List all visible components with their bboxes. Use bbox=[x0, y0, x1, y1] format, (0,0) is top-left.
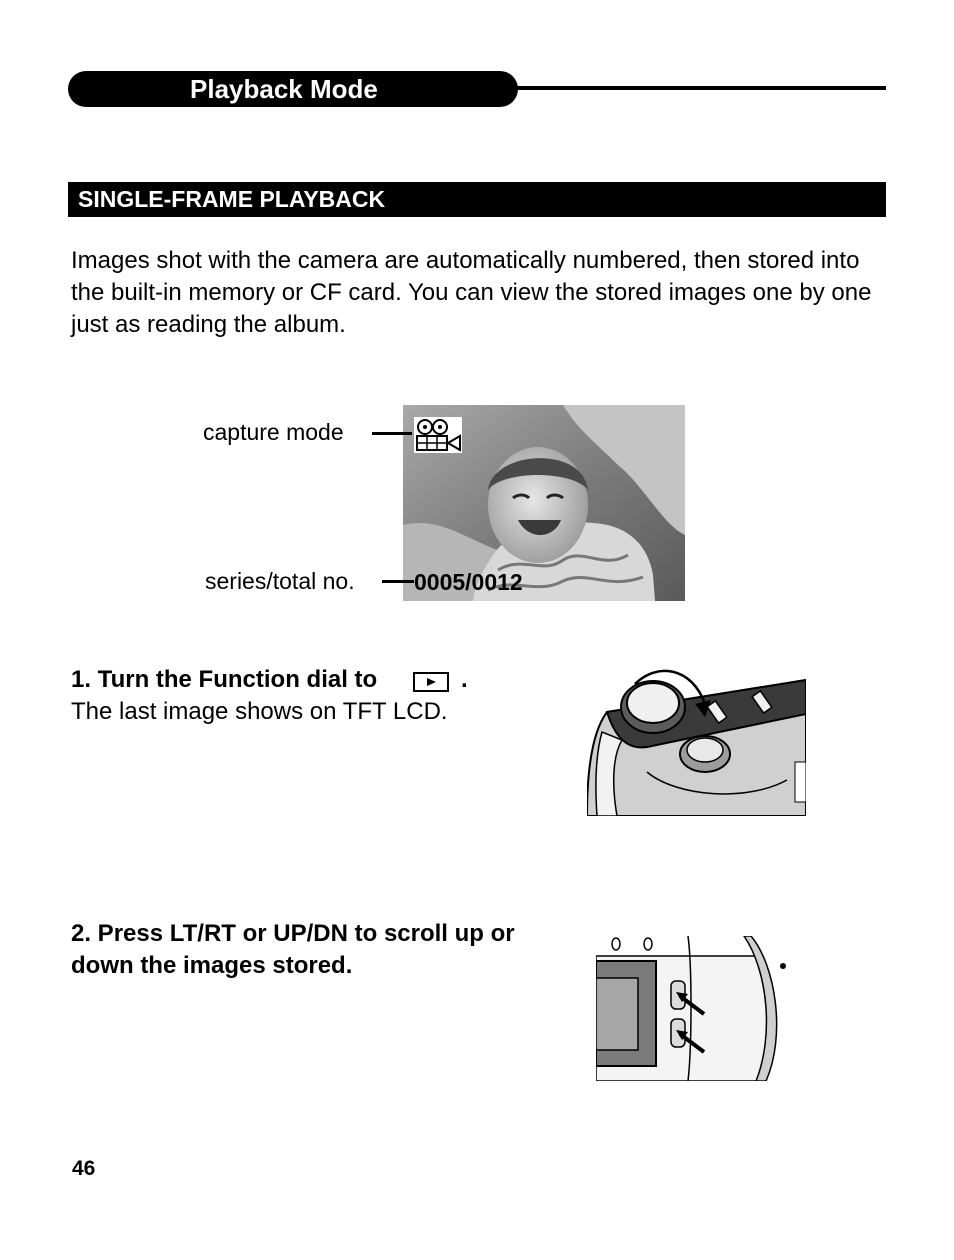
step1-heading: 1. Turn the Function dial to bbox=[71, 666, 378, 693]
step1-heading-period: . bbox=[461, 666, 468, 693]
header-rule bbox=[510, 86, 886, 90]
series-leader bbox=[382, 580, 414, 583]
playback-icon bbox=[413, 672, 449, 692]
capture-mode-label: capture mode bbox=[203, 419, 344, 445]
page-title: Playback Mode bbox=[190, 74, 378, 104]
step1-text: The last image shows on TFT LCD. bbox=[71, 698, 448, 725]
intro-paragraph: Images shot with the camera are automatically numbered, then stored into the built-in memory or CF card. You can view the stored images one by one just as reading the album. bbox=[71, 247, 872, 338]
series-total-label: series/total no. bbox=[205, 568, 355, 594]
image-counter: 0005/0012 bbox=[414, 569, 523, 595]
page-number: 46 bbox=[72, 1157, 96, 1180]
section-title: SINGLE-FRAME PLAYBACK bbox=[78, 186, 386, 212]
camera-back-illustration bbox=[596, 936, 788, 1081]
function-dial-illustration bbox=[587, 662, 806, 816]
step2-text: 2. Press LT/RT or UP/DN to scroll up or down the images stored. bbox=[71, 920, 515, 979]
movie-camera-icon bbox=[414, 417, 462, 453]
capture-mode-leader bbox=[372, 432, 412, 435]
